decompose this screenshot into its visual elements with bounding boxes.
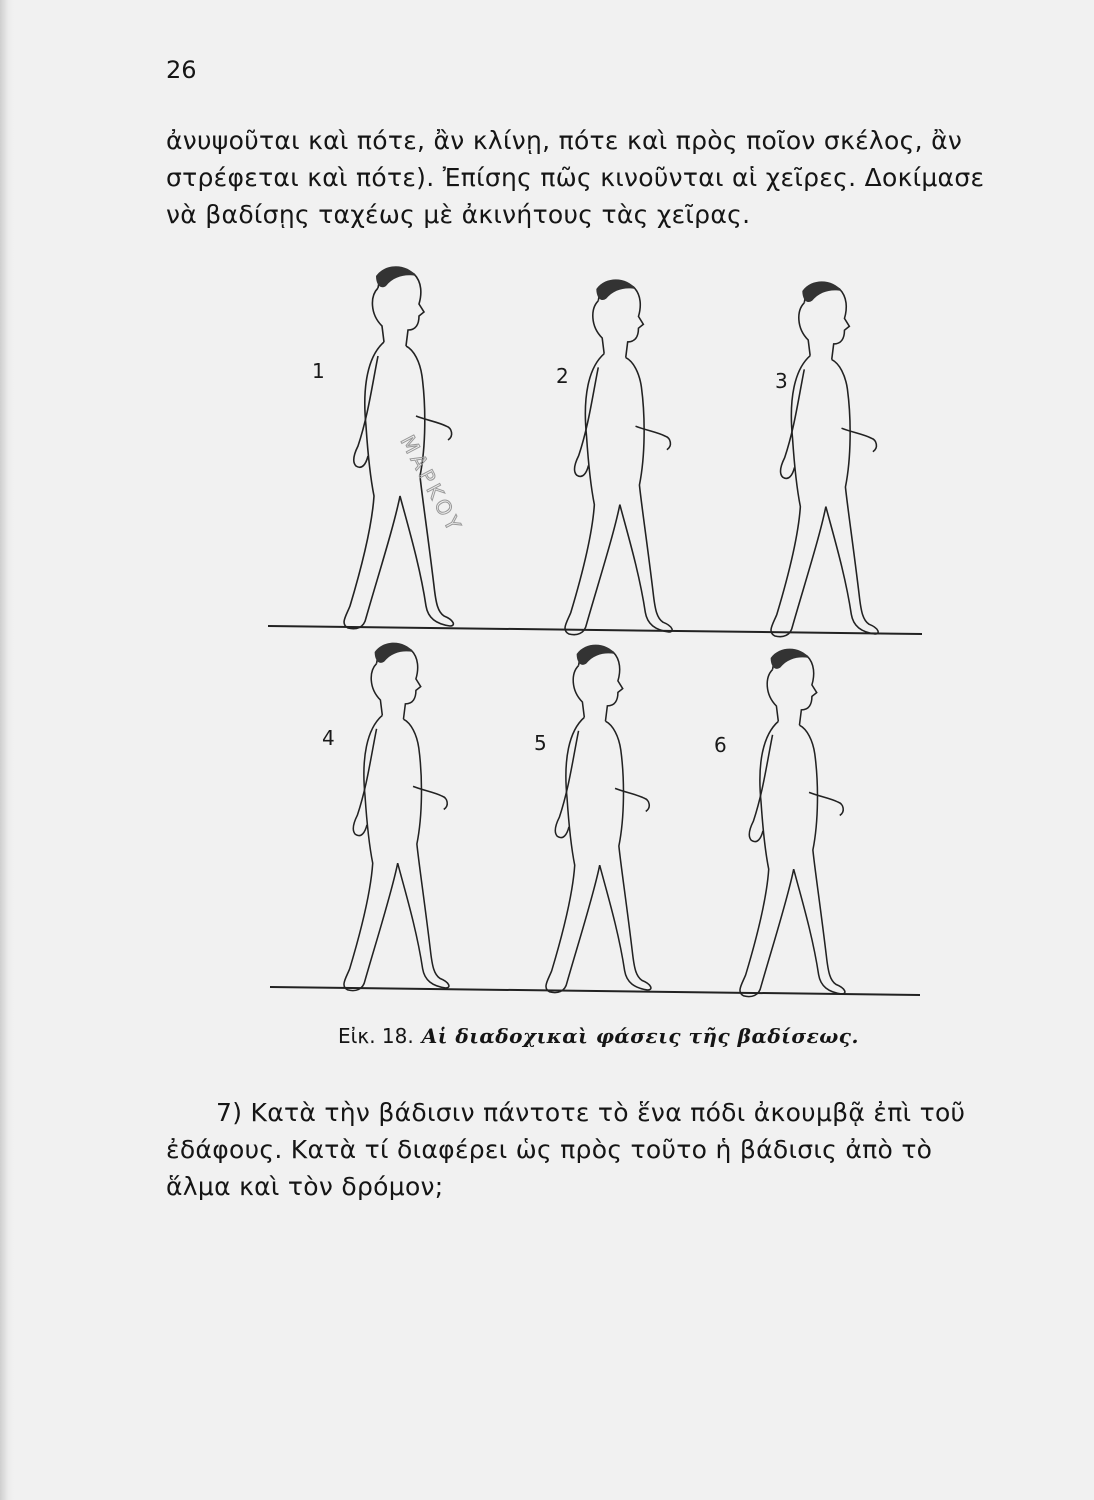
page-number: 26	[166, 56, 197, 84]
phase-label-2: 2	[556, 364, 569, 388]
figure-caption-prefix: Εἰκ. 18.	[338, 1024, 414, 1048]
figure-caption-title: Αἱ διαδοχικαὶ φάσεις τῆς βαδίσεως.	[421, 1024, 859, 1048]
walker-3	[771, 281, 878, 636]
walker-5	[546, 645, 651, 993]
paragraph-question	[166, 1094, 1046, 1205]
text-line: ἐδάφους. Κατὰ τί διαφέρει ὡς πρὸς τοῦτο ἡ βάδισις ἀπὸ τὸ	[166, 1135, 933, 1164]
svg-text:ΜΑΡΚΟΥ: ΜΑΡΚΟΥ	[395, 431, 468, 538]
phase-label-3: 3	[775, 369, 788, 393]
text-line: στρέφεται καὶ πότε). Ἐπίσης πῶς κινοῦνται αἱ χεῖρες. Δοκίμασε	[166, 163, 985, 192]
ground-line-top	[268, 626, 922, 634]
phase-label-4: 4	[322, 726, 335, 750]
phase-label-5: 5	[534, 731, 547, 755]
phase-label-1: 1	[312, 359, 325, 383]
text-line: ἅλμα καὶ τὸν δρόμον;	[166, 1172, 444, 1201]
walker-2	[565, 279, 672, 634]
walker-6	[740, 649, 845, 997]
text-line: 7) Κατὰ τὴν βάδισιν πάντοτε τὸ ἕνα πόδι ἀκουμβᾷ ἐπὶ τοῦ	[216, 1098, 966, 1127]
phase-label-6: 6	[714, 733, 727, 757]
text-line: ἀνυψοῦται καὶ πότε, ἂν κλίνῃ, πότε καὶ πρὸς ποῖον σκέλος, ἂν	[166, 126, 963, 155]
text-line: νὰ βαδίσῃς ταχέως μὲ ἀκινήτους τὰς χεῖρας.	[166, 200, 751, 229]
ground-line-bottom	[270, 987, 920, 995]
walker-4	[344, 643, 449, 991]
figure-caption	[338, 1024, 859, 1048]
